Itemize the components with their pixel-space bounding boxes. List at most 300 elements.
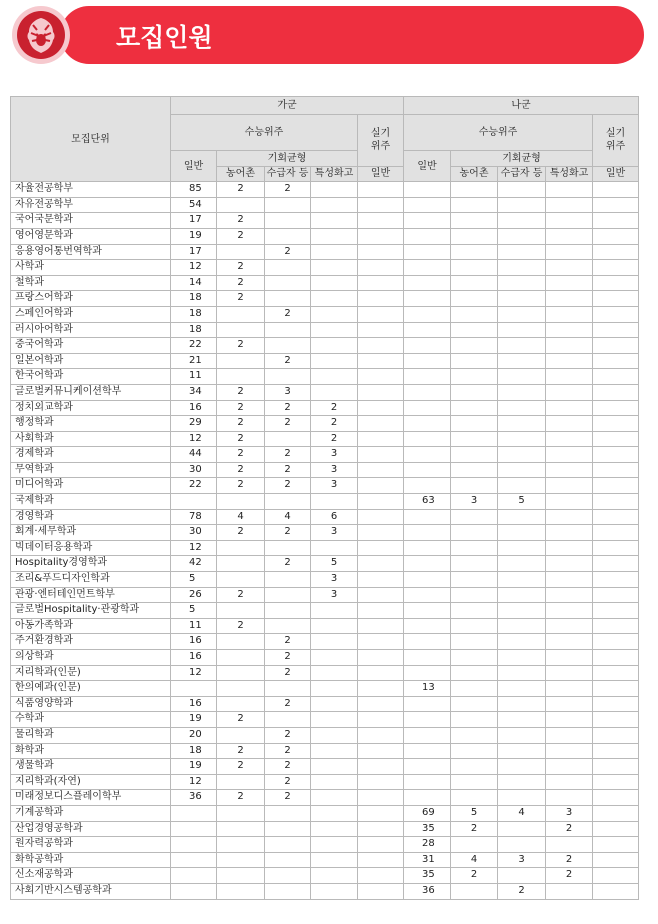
ga-teuk-cell [311,634,358,650]
na-teuk-cell: 2 [546,868,593,884]
table-row [11,400,639,416]
ga-nong-cell: 2 [217,416,265,432]
na-sugeup-cell [498,572,546,588]
na-ilban-cell [404,228,451,244]
table-row [11,228,639,244]
department-name-cell: 신소재공학과 [11,868,171,884]
page-title: 모집인원 [116,23,213,52]
ga-nong-cell [217,369,265,385]
ga-silgi-cell [358,462,404,478]
ga-nong-cell: 2 [217,618,265,634]
na-ilban-cell [404,509,451,525]
ga-nong-cell [217,650,265,666]
header-na-sugeup: 수급자 등 [498,166,546,182]
table-row [11,650,639,666]
department-name-cell: 중국어학과 [11,338,171,354]
na-teuk-cell [546,650,593,666]
ga-nong-cell [217,665,265,681]
department-name-cell: 식품영양학과 [11,696,171,712]
na-silgi-cell [593,275,639,291]
na-silgi-cell [593,852,639,868]
ga-nong-cell [217,634,265,650]
ga-nong-cell: 2 [217,790,265,806]
table-row [11,805,639,821]
ga-teuk-cell [311,494,358,510]
ga-teuk-cell [311,727,358,743]
ga-ilban-cell: 22 [171,478,217,494]
ga-teuk-cell [311,883,358,899]
ga-silgi-cell [358,696,404,712]
ga-teuk-cell: 6 [311,509,358,525]
header-ga-silgi-ilban: 일반 [358,166,404,182]
na-nong-cell [451,322,498,338]
na-ilban-cell [404,727,451,743]
na-sugeup-cell [498,244,546,260]
ga-teuk-cell [311,618,358,634]
na-ilban-cell [404,743,451,759]
ga-nong-cell [217,556,265,572]
na-nong-cell [451,431,498,447]
na-ilban-cell [404,353,451,369]
na-teuk-cell [546,509,593,525]
na-ilban-cell [404,478,451,494]
table-row [11,338,639,354]
na-nong-cell [451,743,498,759]
ga-nong-cell: 2 [217,712,265,728]
ga-teuk-cell [311,759,358,775]
ga-ilban-cell: 18 [171,291,217,307]
ga-sugeup-cell: 2 [265,244,311,260]
na-nong-cell [451,540,498,556]
ga-silgi-cell [358,494,404,510]
department-name-cell: 자율전공학부 [11,182,171,198]
table-row [11,774,639,790]
table-row [11,852,639,868]
na-sugeup-cell [498,681,546,697]
header-ga-ilban: 일반 [171,151,217,182]
na-teuk-cell [546,478,593,494]
ga-ilban-cell [171,837,217,853]
na-silgi-cell [593,228,639,244]
department-name-cell: 생물학과 [11,759,171,775]
table-row [11,821,639,837]
na-silgi-cell [593,696,639,712]
na-ilban-cell [404,197,451,213]
department-name-cell: 사학과 [11,260,171,276]
ga-ilban-cell: 5 [171,572,217,588]
na-teuk-cell [546,369,593,385]
ga-ilban-cell: 20 [171,727,217,743]
header-ga-suneung: 수능위주 [171,115,358,151]
table-row [11,244,639,260]
ga-silgi-cell [358,681,404,697]
na-teuk-cell [546,384,593,400]
ga-ilban-cell [171,805,217,821]
header-ga-teuk: 특성화고 [311,166,358,182]
na-sugeup-cell [498,540,546,556]
ga-silgi-cell [358,650,404,666]
na-sugeup-cell [498,197,546,213]
department-name-cell: 원자력공학과 [11,837,171,853]
table-row [11,603,639,619]
na-nong-cell [451,790,498,806]
ga-sugeup-cell: 2 [265,353,311,369]
ga-ilban-cell [171,883,217,899]
ga-teuk-cell [311,681,358,697]
na-sugeup-cell [498,322,546,338]
na-sugeup-cell: 4 [498,805,546,821]
na-ilban-cell [404,338,451,354]
na-sugeup-cell [498,774,546,790]
department-name-cell: 일본어학과 [11,353,171,369]
table-row [11,213,639,229]
ga-teuk-cell [311,275,358,291]
ga-teuk-cell [311,852,358,868]
na-silgi-cell [593,681,639,697]
ga-ilban-cell: 12 [171,540,217,556]
ga-teuk-cell [311,306,358,322]
na-silgi-cell [593,322,639,338]
ga-silgi-cell [358,852,404,868]
ga-teuk-cell: 3 [311,587,358,603]
na-nong-cell: 2 [451,821,498,837]
na-sugeup-cell [498,618,546,634]
ga-silgi-cell [358,197,404,213]
na-sugeup-cell [498,400,546,416]
ga-sugeup-cell: 2 [265,447,311,463]
department-name-cell: 글로벌커뮤니케이션학부 [11,384,171,400]
table-row [11,665,639,681]
ga-teuk-cell [311,603,358,619]
ga-silgi-cell [358,603,404,619]
na-teuk-cell [546,322,593,338]
ga-teuk-cell [311,228,358,244]
ga-sugeup-cell [265,322,311,338]
ga-sugeup-cell [265,712,311,728]
ga-sugeup-cell [265,540,311,556]
na-ilban-cell [404,431,451,447]
ga-ilban-cell: 18 [171,322,217,338]
na-silgi-cell [593,805,639,821]
table-row [11,260,639,276]
ga-sugeup-cell: 2 [265,790,311,806]
table-row [11,275,639,291]
ga-silgi-cell [358,665,404,681]
table-row [11,727,639,743]
ga-ilban-cell: 26 [171,587,217,603]
ga-sugeup-cell [265,494,311,510]
ga-silgi-cell [358,618,404,634]
na-nong-cell: 2 [451,868,498,884]
na-nong-cell [451,291,498,307]
na-ilban-cell [404,462,451,478]
na-teuk-cell [546,837,593,853]
na-nong-cell [451,712,498,728]
na-silgi-cell [593,743,639,759]
na-teuk-cell [546,228,593,244]
header-unit: 모집단위 [11,97,171,182]
ga-sugeup-cell: 3 [265,384,311,400]
na-ilban-cell: 13 [404,681,451,697]
na-nong-cell [451,509,498,525]
department-name-cell: 산업경영공학과 [11,821,171,837]
na-silgi-cell [593,494,639,510]
na-sugeup-cell [498,462,546,478]
ga-ilban-cell: 29 [171,416,217,432]
ga-ilban-cell [171,868,217,884]
na-silgi-cell [593,837,639,853]
na-sugeup-cell [498,447,546,463]
ga-ilban-cell: 42 [171,556,217,572]
na-nong-cell [451,400,498,416]
na-sugeup-cell [498,650,546,666]
lion-head-icon [17,11,65,59]
ga-ilban-cell: 16 [171,696,217,712]
na-ilban-cell [404,665,451,681]
ga-nong-cell: 2 [217,525,265,541]
na-sugeup-cell [498,821,546,837]
na-nong-cell [451,572,498,588]
na-silgi-cell [593,603,639,619]
ga-nong-cell [217,681,265,697]
ga-teuk-cell: 3 [311,447,358,463]
table-row [11,759,639,775]
ga-ilban-cell: 36 [171,790,217,806]
ga-sugeup-cell: 2 [265,696,311,712]
na-silgi-cell [593,447,639,463]
na-teuk-cell [546,727,593,743]
na-silgi-cell [593,868,639,884]
department-name-cell: 행정학과 [11,416,171,432]
ga-sugeup-cell: 2 [265,727,311,743]
header-ga-silgi: 실기 위주 [358,115,404,167]
na-teuk-cell [546,525,593,541]
na-teuk-cell [546,540,593,556]
header-ga-nong: 농어촌 [217,166,265,182]
ga-ilban-cell: 18 [171,306,217,322]
na-ilban-cell: 28 [404,837,451,853]
table-row [11,369,639,385]
na-nong-cell [451,384,498,400]
ga-teuk-cell: 3 [311,462,358,478]
ga-silgi-cell [358,743,404,759]
na-nong-cell [451,369,498,385]
na-sugeup-cell [498,837,546,853]
header-na-silgi-ilban: 일반 [593,166,639,182]
ga-sugeup-cell: 2 [265,525,311,541]
table-row [11,743,639,759]
ga-ilban-cell: 12 [171,431,217,447]
table-row [11,494,639,510]
admission-quota-table [10,96,639,900]
ga-sugeup-cell [265,883,311,899]
ga-silgi-cell [358,587,404,603]
ga-nong-cell [217,197,265,213]
ga-teuk-cell [311,197,358,213]
department-name-cell: 사회학과 [11,431,171,447]
department-name-cell: 화학공학과 [11,852,171,868]
ga-sugeup-cell: 2 [265,759,311,775]
department-name-cell: 스페인어학과 [11,306,171,322]
department-name-cell: 경영학과 [11,509,171,525]
ga-nong-cell: 2 [217,213,265,229]
department-name-cell: 철학과 [11,275,171,291]
na-nong-cell [451,837,498,853]
ga-silgi-cell [358,774,404,790]
table-body [11,182,639,899]
ga-silgi-cell [358,868,404,884]
ga-teuk-cell [311,790,358,806]
ga-teuk-cell: 5 [311,556,358,572]
na-teuk-cell [546,603,593,619]
na-nong-cell [451,228,498,244]
ga-ilban-cell: 16 [171,650,217,666]
department-name-cell: 사회기반시스템공학과 [11,883,171,899]
na-silgi-cell [593,618,639,634]
department-name-cell: 한국어학과 [11,369,171,385]
table-row [11,384,639,400]
ga-silgi-cell [358,525,404,541]
ga-teuk-cell [311,291,358,307]
header-na-silgi: 실기 위주 [593,115,639,167]
na-silgi-cell [593,572,639,588]
na-teuk-cell [546,462,593,478]
ga-silgi-cell [358,759,404,775]
na-sugeup-cell [498,478,546,494]
ga-sugeup-cell [265,618,311,634]
na-ilban-cell [404,369,451,385]
ga-teuk-cell: 2 [311,416,358,432]
na-nong-cell: 3 [451,494,498,510]
na-nong-cell [451,774,498,790]
na-teuk-cell [546,182,593,198]
na-sugeup-cell [498,228,546,244]
na-nong-cell [451,618,498,634]
ga-ilban-cell: 16 [171,634,217,650]
ga-sugeup-cell [265,228,311,244]
na-sugeup-cell [498,353,546,369]
ga-nong-cell [217,572,265,588]
department-name-cell: 화학과 [11,743,171,759]
department-name-cell: 자유전공학부 [11,197,171,213]
na-ilban-cell [404,244,451,260]
na-silgi-cell [593,525,639,541]
department-name-cell: 한의예과(인문) [11,681,171,697]
table-row [11,525,639,541]
ga-nong-cell [217,837,265,853]
na-nong-cell [451,353,498,369]
na-sugeup-cell [498,213,546,229]
ga-nong-cell [217,603,265,619]
na-teuk-cell [546,306,593,322]
na-nong-cell [451,182,498,198]
ga-sugeup-cell: 2 [265,416,311,432]
na-ilban-cell: 69 [404,805,451,821]
table-row [11,353,639,369]
na-silgi-cell [593,774,639,790]
ga-nong-cell: 2 [217,384,265,400]
ga-sugeup-cell [265,338,311,354]
na-nong-cell [451,650,498,666]
ga-sugeup-cell: 2 [265,306,311,322]
ga-ilban-cell: 17 [171,213,217,229]
na-teuk-cell [546,618,593,634]
na-teuk-cell: 2 [546,852,593,868]
na-ilban-cell [404,260,451,276]
header-ga-gihoe: 기회균형 [217,151,358,167]
na-nong-cell [451,213,498,229]
department-name-cell: 국어국문학과 [11,213,171,229]
na-teuk-cell [546,494,593,510]
ga-nong-cell: 2 [217,462,265,478]
header-ga-group: 가군 [171,97,404,115]
ga-silgi-cell [358,244,404,260]
na-teuk-cell [546,883,593,899]
ga-teuk-cell [311,338,358,354]
ga-nong-cell: 2 [217,291,265,307]
na-nong-cell [451,275,498,291]
ga-sugeup-cell: 2 [265,556,311,572]
ga-ilban-cell: 21 [171,353,217,369]
ga-teuk-cell: 2 [311,400,358,416]
ga-nong-cell [217,883,265,899]
header-na-gihoe: 기회균형 [451,151,593,167]
na-nong-cell [451,447,498,463]
na-sugeup-cell [498,369,546,385]
na-nong-cell [451,696,498,712]
ga-sugeup-cell [265,197,311,213]
na-nong-cell [451,883,498,899]
table-row [11,634,639,650]
ga-sugeup-cell [265,603,311,619]
na-ilban-cell [404,603,451,619]
department-name-cell: 아동가족학과 [11,618,171,634]
na-sugeup-cell [498,603,546,619]
ga-teuk-cell [311,837,358,853]
table-row [11,197,639,213]
ga-nong-cell: 2 [217,587,265,603]
ga-nong-cell [217,852,265,868]
ga-teuk-cell [311,369,358,385]
na-sugeup-cell [498,868,546,884]
table-row [11,416,639,432]
ga-silgi-cell [358,353,404,369]
ga-nong-cell: 2 [217,478,265,494]
department-name-cell: 경제학과 [11,447,171,463]
ga-teuk-cell [311,182,358,198]
ga-ilban-cell: 19 [171,228,217,244]
ga-nong-cell [217,322,265,338]
ga-nong-cell: 2 [217,743,265,759]
ga-silgi-cell [358,883,404,899]
na-sugeup-cell [498,384,546,400]
na-teuk-cell: 2 [546,821,593,837]
ga-nong-cell: 2 [217,182,265,198]
na-ilban-cell [404,650,451,666]
table-row [11,712,639,728]
department-name-cell: 국제학과 [11,494,171,510]
na-teuk-cell [546,634,593,650]
ga-sugeup-cell [265,868,311,884]
table-row [11,306,639,322]
na-silgi-cell [593,821,639,837]
ga-ilban-cell: 12 [171,665,217,681]
na-ilban-cell [404,556,451,572]
header-na-nong: 농어촌 [451,166,498,182]
ga-sugeup-cell [265,260,311,276]
na-ilban-cell [404,400,451,416]
na-ilban-cell [404,182,451,198]
